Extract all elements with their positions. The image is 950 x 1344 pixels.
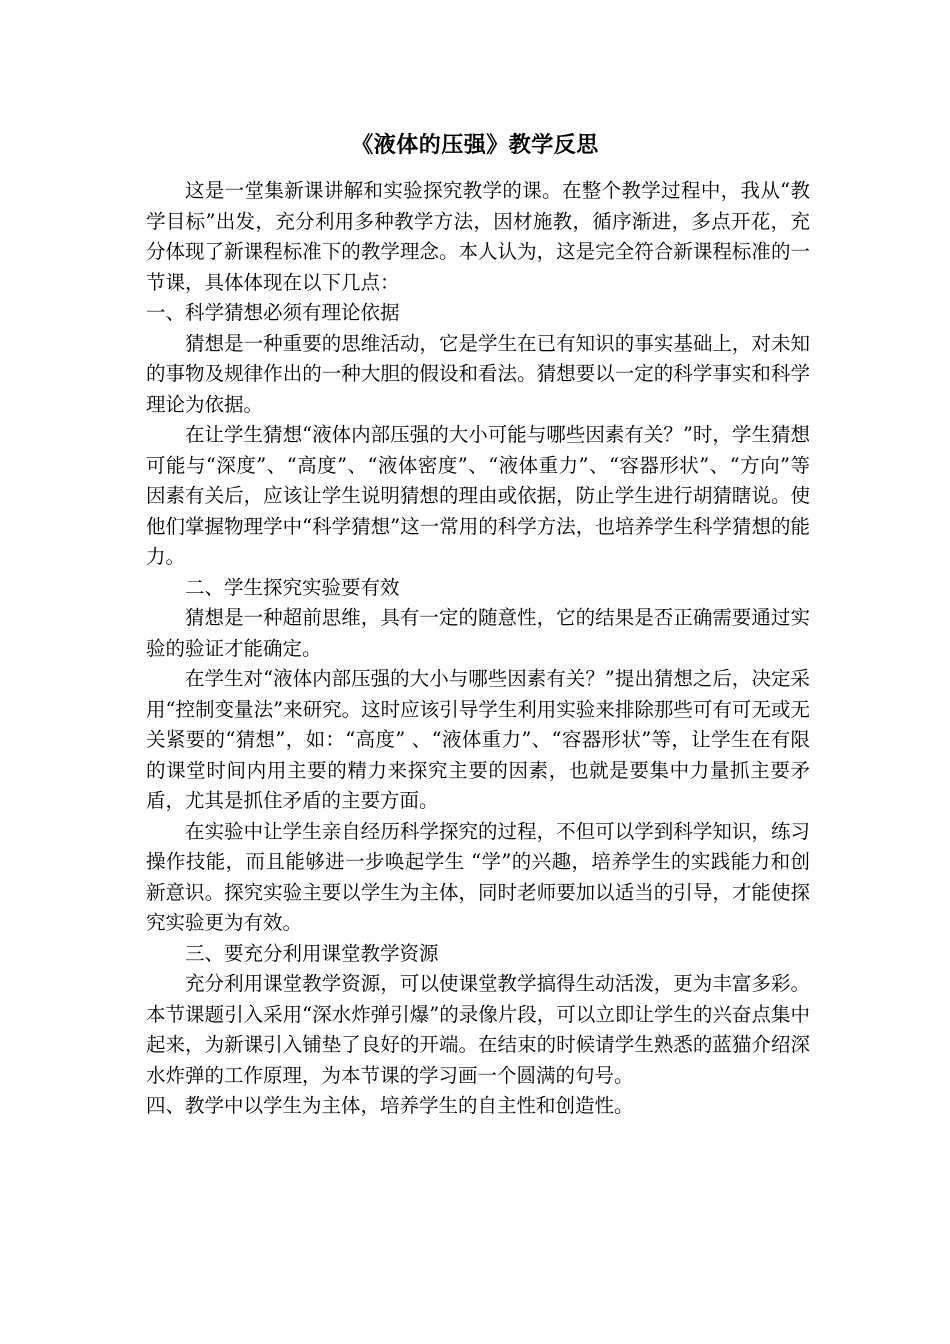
body-paragraph: 在让学生猜想“液体内部压强的大小可能与哪些因素有关？”时，学生猜想可能与“深度”、“高度”、“液体密度”、“液体重力”、“容器形状”、“方向”等因素有关后，应该让学生说明猜想的理由或依据，防止学生进行胡猜瞎说。使他们掌握物理学中“科学猜想”这一常用的科学方法，也培养学生科学猜想的能力。 bbox=[146, 423, 810, 568]
document-body bbox=[146, 176, 810, 1122]
section-heading-1: 一、科学猜想必须有理论依据 bbox=[146, 301, 400, 324]
body-paragraph: 猜想是一种重要的思维活动，它是学生在已有知识的事实基础上，对未知的事物及规律作出的一种大胆的假设和看法。猜想要以一定的科学事实和科学理论为依据。 bbox=[146, 331, 810, 416]
body-paragraph: 猜想是一种超前思维，具有一定的随意性，它的结果是否正确需要通过实验的验证才能确定。 bbox=[146, 606, 810, 660]
section-heading-3: 三、要充分利用课堂教学资源 bbox=[185, 941, 439, 965]
body-paragraph: 在实验中让学生亲自经历科学探究的过程，不但可以学到科学知识，练习操作技能，而且能够进一步唤起学生 “学”的兴趣，培养学生的实践能力和创新意识。探究实验主要以学生为主体，同时老师要加以适当的引导，才能使探究实验更为有效。 bbox=[146, 819, 810, 934]
document-title: 《液体的压强》教学反思 bbox=[351, 133, 599, 158]
section-heading-4: 四、教学中以学生为主体，培养学生的自主性和创造性。 bbox=[146, 1094, 634, 1117]
intro-paragraph: 这是一堂集新课讲解和实验探究教学的课。在整个教学过程中，我从“教学目标”出发，充分利用多种教学方法，因材施教，循序渐进，多点开花，充分体现了新课程标准下的教学理念。本人认为，这是完全符合新课程标准的一节课，具体体现在以下几点： bbox=[146, 179, 810, 294]
body-paragraph: 充分利用课堂教学资源，可以使课堂教学搞得生动活泼，更为丰富多彩。本节课题引入采用“深水炸弹引爆”的录像片段，可以立即让学生的兴奋点集中起来，为新课引入铺垫了良好的开端。在结束的时候请学生熟悉的蓝猫介绍深水炸弹的工作原理，为本节课的学习画一个圆满的句号。 bbox=[146, 972, 810, 1087]
body-paragraph: 在学生对“液体内部压强的大小与哪些因素有关？”提出猜想之后，决定采用“控制变量法”来研究。这时应该引导学生利用实验来排除那些可有可无或无关紧要的“猜想”，如：“高度” 、“液体重力”、“容器形状”等，让学生在有限的课堂时间内用主要的精力来探究主要的因素，也就是要集中力量抓主要矛盾，尤其是抓住矛盾的主要方面。 bbox=[146, 667, 810, 812]
section-heading-2: 二、学生探究实验要有效 bbox=[185, 575, 400, 599]
